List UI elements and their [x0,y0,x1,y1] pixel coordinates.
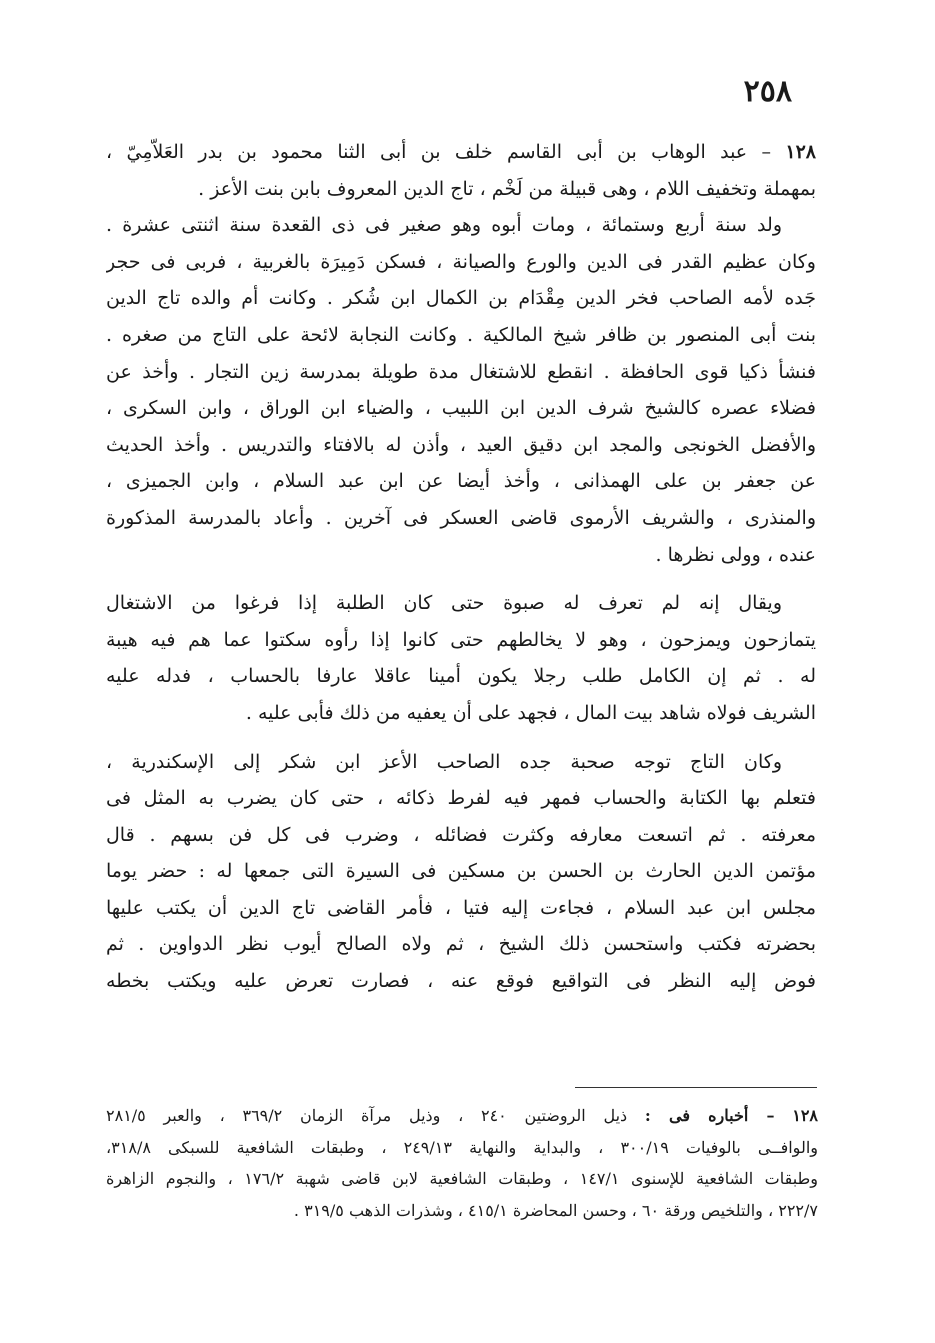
paragraph-2-line: الشريف فولاه شاهد بيت المال ، فجهد على أن يعفيه من ذلك فأبى عليه . [245,701,816,724]
entry-dash: – [747,141,786,163]
paragraph-3-line: فوض إليه النظر فى التواقيع فوقع عنه ، فصارت تعرض عليه ويكتب بخطه [106,970,816,993]
entry-heading-line-2: بمهملة وتخفيف اللام ، وهى قبيلة من لَخْم ، تاج الدين المعروف بابن بنت الأعز . [198,177,816,200]
paragraph-3-line: مجلس ابن عبد السلام ، فجاءت إليه فتيا ، فأمر القاضى تاج الدين أن يكتب عليها [106,896,816,919]
paragraph-3-line: معرفته . ثم اتسعت معارفه وكثرت فضائله ، وضرب فى كل فن بسهم . قال [106,823,816,846]
entry-title-text: عبد الوهاب بن أبى القاسم خلف بن أبى الثنا محمود بن بدر العَلاّمِيّ ، [106,141,748,163]
footnote-line: وطبقات الشافعية للإسنوى ١٤٧/١ ، وطبقات الشافعية لابن قاضى شهبة ١٧٦/٢ ، والنجوم الزاهرة [106,1169,818,1188]
footnote-number: ١٢٨ [792,1106,818,1125]
footnote-line: ٢٢٢/٧ ، والتلخيص ورقة ٦٠ ، وحسن المحاضرة ٤١٥/١ ، وشذرات الذهب ٣١٩/٥ . [293,1200,818,1220]
paragraph-2-line: له . ثم إن الكامل طلب رجلا يكون أمينا عاقلا عارفا بالحساب ، فدله عليه [106,665,816,688]
paragraph-1-line: عن جعفر بن على الهمذانى ، وأخذ أيضا عن ابن عبد السلام ، وابن الجميزى ، [106,470,816,493]
footnote-line [106,1100,818,1132]
paragraph-3-line: وكان التاج توجه صحبة جده الصاحب الأعز ابن شكر إلى الإسكندرية ، [106,750,782,773]
entry-heading-line [106,134,816,171]
paragraph-1-line: فنشأ ذكيا قوى الحافظة . انقطع للاشتغال مدة طويلة بمدرسة زين التجار . وأخذ عن [106,360,816,383]
page-number: ٢٥٨ [743,74,792,109]
paragraph-1-line: بنت أبى المنصور بن ظافر شيخ المالكية . وكانت النجابة لائحة على التاج من صغره . [106,323,816,346]
paragraph-1-line: ولد سنة أربع وستمائة ، ومات أبوه وهو صغير فى ذى القعدة سنة اثنتى عشرة . [106,214,782,237]
entry-number: ١٢٨ [785,141,816,163]
paragraph-gap [106,573,816,585]
paragraph-gap [106,732,816,744]
paragraph-2-line: ويقال إنه لم تعرف له صبوة حتى كان الطلبة إذا فرغوا من الاشتغال [106,592,782,615]
paragraph-1-line: والمنذرى ، والشريف الأرموى قاضى العسكر فى آخرين . وأعاد بالمدرسة المذكورة [106,506,816,529]
paragraph-3-line: بحضرته فكتب واستحسن ذلك الشيخ ، ثم ولاه الصالح أيوب نظر الدواوين . ثم [106,933,816,956]
footnote-line: والوافــى بالوفيات ٣٠٠/١٩ ، والبداية والنهاية ٢٤٩/١٣ ، وطبقات الشافعية للسبكى ٣١٨/٨، [106,1137,818,1157]
footnote-label: – أخباره فى : [644,1106,775,1125]
footnote-divider [575,1087,817,1088]
paragraph-1-line: والأفضل الخونجى والمجد ابن دقيق العيد ، وأذن له بالافتاء والتدريس . وأخذ الحديث [106,433,816,456]
footnote-text: ذيل الروضتين ٢٤٠ ، وذيل مرآة الزمان ٣٦٩/٢ ، والعبر ٢٨١/٥ [106,1106,628,1125]
paragraph-1-line: وكان عظيم القدر فى الدين والورع والصيانة ، فسكن دَمِيرَة بالغربية ، فربى فى حجر [106,250,816,273]
paragraph-1-line: عنده ، وولى نظرها . [655,543,816,566]
paragraph-3-line: فتعلم بها الكتابة والحساب فمهر فيه لفرط ذكائه ، حتى كان يضرب به المثل فى [106,787,816,810]
paragraph-2-line: يتمازحون ويمزحون ، وهو لا يخالطهم حتى كانوا إذا رأوه سكتوا عما هم فيه هيبة [106,628,816,651]
footnote [106,1100,818,1226]
paragraph-3-line: مؤتمن الدين الحارث بن الحسن بن مسكين فى السيرة التى جمعها له : حضر يوما [106,860,816,883]
main-text [106,134,816,1000]
paragraph-1-line: جَده لأمه الصاحب فخر الدين مِقْدَام بن الكمال ابن شُكر . وكانت أم والده تاج الدين [106,287,816,310]
paragraph-1-line: فضلاء عصره كالشيخ شرف الدين ابن اللبيب ، والضياء ابن الوراق ، وابن السكرى ، [106,397,816,420]
